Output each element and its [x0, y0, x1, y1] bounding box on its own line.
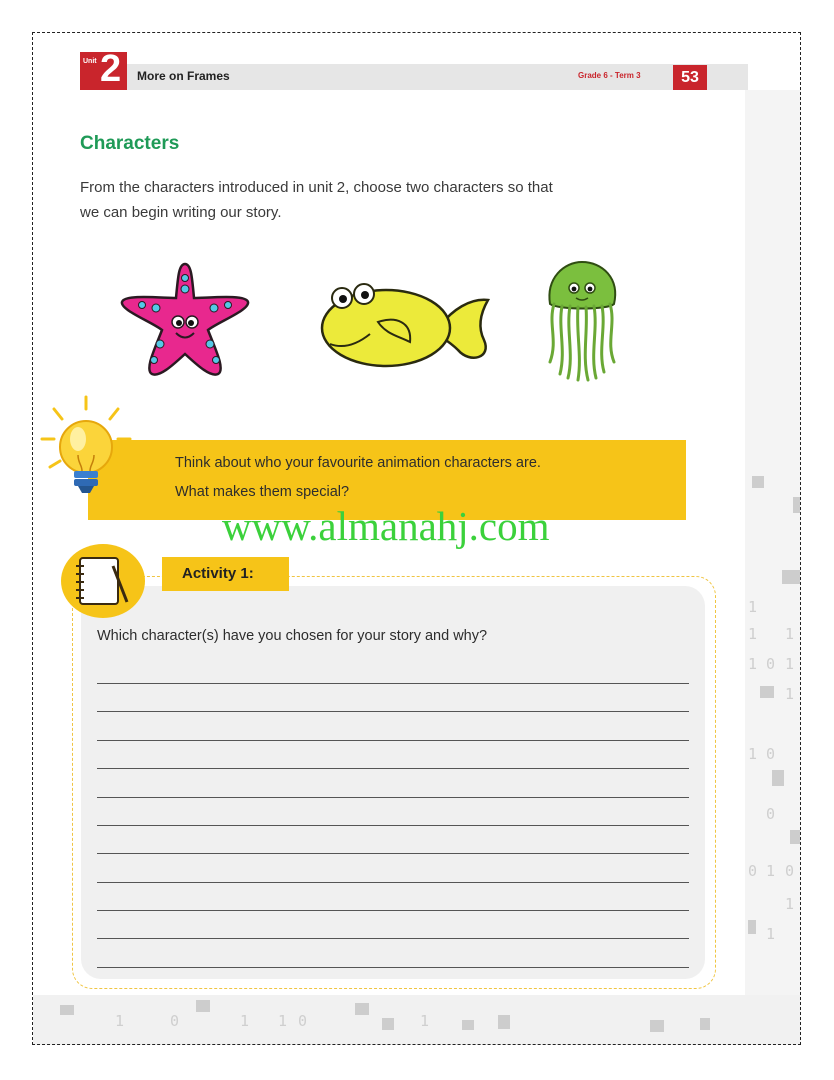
binary-digit: 0	[785, 862, 798, 880]
unit-badge	[80, 48, 127, 90]
section-title: Characters	[80, 133, 180, 154]
intro-line: From the characters introduced in unit 2, choose two characters so that	[80, 179, 553, 196]
binary-digit: 0	[298, 1012, 311, 1030]
notebook-icon	[61, 544, 146, 618]
unit-number: 2	[100, 48, 122, 90]
starfish-character	[118, 258, 252, 380]
watermark: www.almanahj.com	[222, 503, 550, 549]
intro-line: we can begin writing our story.	[80, 204, 282, 221]
answer-line[interactable]	[97, 768, 689, 769]
binary-digit: 1	[240, 1012, 253, 1030]
binary-digit: 1	[115, 1012, 128, 1030]
activity-label: Activity 1:	[162, 557, 289, 591]
activity-question: Which character(s) have you chosen for your story and why?	[97, 628, 488, 644]
binary-digit: 1	[785, 625, 798, 643]
chapter-title: More on Frames	[137, 69, 230, 83]
binary-digit: 1	[420, 1012, 433, 1030]
binary-digit: 1	[785, 655, 798, 673]
binary-digit: 1	[785, 895, 798, 913]
answer-line[interactable]	[97, 882, 689, 883]
answer-line[interactable]	[97, 910, 689, 911]
binary-digit: 1	[785, 685, 798, 703]
answer-line[interactable]	[97, 967, 689, 968]
tip-line: What makes them special?	[175, 484, 350, 500]
binary-digit: 1	[748, 655, 761, 673]
jellyfish-head	[549, 262, 615, 309]
binary-digit: 1	[748, 598, 761, 616]
binary-digit: 0	[766, 655, 779, 673]
answer-line[interactable]	[97, 938, 689, 939]
activity-panel	[81, 586, 705, 979]
answer-line[interactable]	[97, 740, 689, 741]
binary-digit: 0	[748, 862, 761, 880]
binary-digit: 1	[278, 1012, 291, 1030]
answer-line[interactable]	[97, 853, 689, 854]
unit-word: Unit	[83, 58, 97, 65]
answer-line[interactable]	[97, 683, 689, 684]
binary-digit: 1	[766, 925, 779, 943]
answer-line[interactable]	[97, 797, 689, 798]
binary-digit: 1	[748, 625, 761, 643]
binary-digit: 0	[766, 745, 779, 763]
binary-digit: 0	[170, 1012, 183, 1030]
lightbulb-icon	[38, 395, 134, 499]
intro-paragraph	[80, 175, 700, 225]
binary-digit: 0	[766, 805, 779, 823]
answer-line[interactable]	[97, 711, 689, 712]
tip-line: Think about who your favourite animation characters are.	[175, 455, 541, 471]
fish-character	[320, 278, 495, 378]
binary-digit: 1	[748, 745, 761, 763]
answer-line[interactable]	[97, 825, 689, 826]
binary-digit: 1	[766, 862, 779, 880]
page-number: 53	[673, 65, 707, 90]
jellyfish-character	[542, 258, 624, 382]
grade-term: Grade 6 - Term 3	[578, 71, 641, 80]
